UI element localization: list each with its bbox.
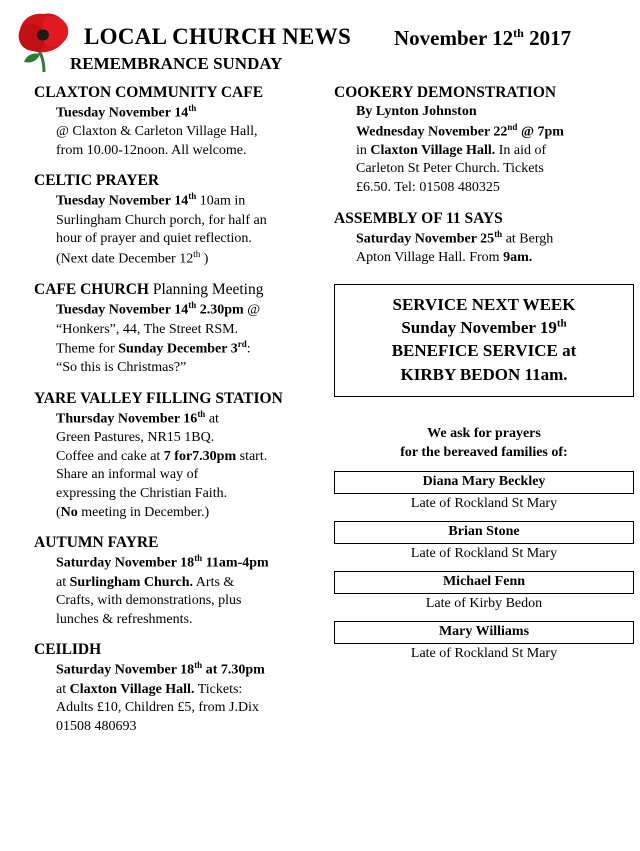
entry-text: Share an informal way of [56,467,199,483]
prayer-name-list [334,471,634,665]
ordinal-suffix: th [197,408,206,419]
entry-text: ) [200,251,209,267]
entry-text: Theme for [56,341,119,357]
entry-text: Saturday November 18 [56,663,195,679]
entry-text: from 10.00-12noon. All welcome. [56,142,247,158]
service-date-ordinal: th [556,317,567,330]
entry-text: 7 for7.30pm [163,448,237,464]
prayers-heading [334,425,634,463]
prayer-name-card [334,521,634,565]
entry-line [356,142,634,161]
right-column-entry [334,84,634,198]
entry-text: Tuesday November 14 [56,302,189,318]
entry-text: @ Claxton & Carleton Village Hall, [56,124,258,140]
prayers-heading-line-2: for the bereaved families of: [400,445,568,461]
entry-line [56,592,334,611]
poppy-flower-icon [14,10,76,76]
service-line-1: SERVICE NEXT WEEK [392,294,576,314]
entry-line [56,409,334,429]
entry-body [34,191,334,269]
entry-text: Claxton Village Hall. [370,142,496,158]
entry-title-text: ASSEMBLY OF 11 SAYS [334,209,503,227]
entry-title-text: CEILIDH [34,641,102,659]
left-column-entry [34,390,334,522]
service-line-4: KIRBY BEDON 11am. [400,364,568,384]
ordinal-suffix: th [194,660,203,671]
entry-text: Green Pastures, NR15 1BQ. [56,430,215,446]
entry-text: 10am in [196,194,246,210]
page-subtitle: REMEMBRANCE SUNDAY [70,54,283,73]
entry-title-suffix: Planning Meeting [148,281,264,299]
entry-text: Wednesday November 22 [356,124,508,140]
issue-date-ordinal: th [513,26,524,40]
entry-body [34,300,334,378]
entry-title-text: AUTUMN FAYRE [34,534,159,552]
left-column-entry [34,172,334,269]
entry-text: Saturday November 18 [56,555,195,571]
entry-title-text: CAFE CHURCH [34,281,149,299]
entry-text: in [356,142,371,158]
entry-title [34,641,334,659]
entry-line [56,103,334,123]
entry-text: 7.30pm [220,663,265,679]
entry-line [56,660,334,680]
entry-title [34,172,334,190]
entry-text: Thursday November 16 [56,411,198,427]
right-column-entry [334,210,634,268]
entry-title-text: CLAXTON COMMUNITY CAFE [34,84,264,101]
entry-text: “So this is Christmas?” [56,360,187,376]
prayer-name-card [334,471,634,515]
entry-text: No [60,504,78,520]
entry-text: 9am. [503,249,533,265]
left-column [34,84,334,748]
entry-line [56,504,334,523]
entry-text: Arts & [193,574,235,590]
entry-text: (Next date December 12 [56,251,194,267]
entry-text: Adults £10, Children £5, from J.Dix [56,700,259,716]
ordinal-suffix: th [188,300,197,311]
entry-line [56,485,334,504]
entry-text: Apton Village Hall. From [356,249,504,265]
entry-text: Crafts, with demonstrations, plus [56,593,242,609]
issue-date [394,26,571,51]
entry-text: Surlingham Church porch, for half an [56,212,267,228]
entry-title-text: YARE VALLEY FILLING STATION [34,389,283,407]
entry-text: Claxton Village Hall. [69,681,195,697]
entry-body [34,103,334,160]
entry-line [56,466,334,485]
entry-text: Sunday December 3 [118,341,238,357]
issue-date-main: November 12 [394,26,514,50]
entry-text: hour of prayer and quiet reflection. [56,231,252,247]
prayer-name: Brian Stone [334,521,634,544]
left-entry-list [34,84,334,736]
entry-title [34,281,334,299]
entry-text: Tuesday November 14 [56,105,189,121]
entry-line [56,339,334,359]
entry-text: meeting in December.) [77,504,210,520]
entry-text: at [56,574,70,590]
entry-text: at [205,411,219,427]
entry-line [56,230,334,249]
entry-title [34,390,334,408]
entry-line [356,229,634,249]
entry-text: at [56,681,70,697]
entry-text: “Honkers”, 44, The Street RSM. [56,321,239,337]
prayer-name-card [334,621,634,665]
entry-line [356,122,634,142]
entry-title [334,84,634,102]
entry-line [56,359,334,378]
right-column [334,84,634,671]
entry-text: In aid of [495,142,547,158]
entry-line [56,249,334,269]
entry-text: at Bergh [502,231,554,247]
entry-line [56,448,334,467]
entry-line [56,212,334,231]
entry-line [56,429,334,448]
prayer-name-card [334,571,634,615]
entry-text: at [202,663,221,679]
service-date: Sunday November 19 [401,318,557,338]
entry-line [356,103,634,122]
prayer-name: Diana Mary Beckley [334,471,634,494]
entry-line [56,300,334,320]
entry-body [334,103,634,198]
entry-text: Surlingham Church. [69,574,194,590]
service-line-2 [341,316,627,339]
entry-line [56,142,334,161]
prayers-heading-line-1: We ask for prayers [427,426,541,442]
entry-text: : [246,341,251,357]
ordinal-suffix: th [188,191,197,202]
entry-title-text: COOKERY DEMONSTRATION [334,84,557,101]
prayer-name: Mary Williams [334,621,634,644]
entry-line [56,681,334,700]
entry-line [356,249,634,268]
issue-date-year: 2017 [523,26,572,50]
entry-body [34,409,334,522]
entry-text: start. [236,448,268,464]
entry-line [56,574,334,593]
entry-text: Coffee and cake at [56,448,164,464]
newsletter-header [14,8,626,78]
entry-line [56,553,334,573]
entry-title-text: CELTIC PRAYER [34,172,160,190]
entry-text: expressing the Christian Faith. [56,486,228,502]
entry-line [56,699,334,718]
entry-body [34,660,334,736]
prayer-name-place: Late of Rockland St Mary [410,496,558,512]
prayer-name-place: Late of Rockland St Mary [410,546,558,562]
left-column-entry [34,534,334,629]
entry-text: £6.50. Tel: 01508 480325 [356,180,500,196]
entry-text: lunches & refreshments. [56,611,193,627]
left-column-entry [34,281,334,378]
ordinal-suffix: th [193,248,201,259]
entry-line [56,123,334,142]
entry-text: 11am-4pm [202,555,269,571]
prayer-name-place: Late of Rockland St Mary [410,646,558,662]
ordinal-suffix: rd [237,339,247,350]
entry-line [56,718,334,737]
entry-text: 01508 480693 [56,718,137,734]
ordinal-suffix: nd [507,121,518,132]
left-column-entry [34,84,334,160]
entry-text: Tuesday November 14 [56,194,189,210]
entry-body [334,229,634,268]
entry-line [356,179,634,198]
ordinal-suffix: th [494,228,503,239]
entry-text: 2.30pm [196,302,244,318]
prayer-name: Michael Fenn [334,571,634,594]
entry-body [34,553,334,629]
entry-line [56,611,334,630]
entry-line [56,321,334,340]
left-column-entry [34,641,334,736]
entry-text: Carleton St Peter Church. Tickets [356,161,544,177]
entry-text: By Lynton Johnston [356,104,477,119]
entry-text: Saturday November 25 [356,231,495,247]
right-entry-list [334,84,634,268]
entry-line [356,160,634,179]
entry-title [34,84,334,102]
ordinal-suffix: th [194,553,203,564]
entry-line [56,191,334,211]
entry-text: ( [56,504,61,520]
prayer-name-place: Late of Kirby Bedon [425,596,543,612]
service-next-week-box [334,284,634,398]
page-title: LOCAL CHURCH NEWS [84,24,352,49]
entry-title [34,534,334,552]
entry-text: Tickets: [194,681,243,697]
service-line-3: BENEFICE SERVICE at [391,341,577,361]
entry-title [334,210,634,228]
entry-text: @ 7pm [517,124,564,140]
entry-text: @ [243,302,261,318]
ordinal-suffix: th [188,103,197,113]
